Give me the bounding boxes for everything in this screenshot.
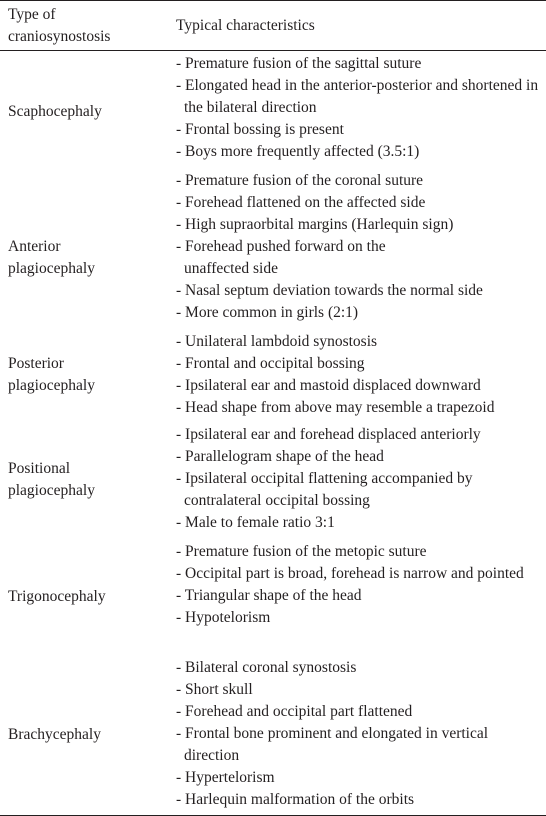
characteristic-item: - Premature fusion of the metopic suture — [176, 543, 427, 560]
characteristic-item: - Frontal and occipital bossing — [176, 355, 365, 372]
characteristic-item: - Male to female ratio 3:1 — [176, 514, 335, 531]
characteristic-item: - More common in girls (2:1) — [176, 304, 359, 321]
table-row-trigonocephaly — [0, 541, 546, 657]
characteristic-item: - Occipital part is broad, forehead is narrow and pointed — [176, 565, 524, 582]
characteristic-item: - High supraorbital margins (Harlequin sign) — [176, 216, 454, 233]
row-name-line: Positional — [8, 460, 71, 477]
characteristic-item: - Boys more frequently affected (3.5:1) — [176, 143, 420, 160]
characteristic-item: - Frontal bossing is present — [176, 121, 344, 138]
characteristic-item: - Hypertelorism — [176, 769, 275, 786]
characteristic-item: - Triangular shape of the head — [176, 587, 362, 604]
characteristic-item: - Forehead flattened on the affected side — [176, 194, 426, 211]
characteristic-item: - Head shape from above may resemble a trapezoid — [176, 399, 495, 416]
header-bottom-rule — [0, 50, 546, 51]
characteristic-item: - Forehead and occipital part flattened — [176, 703, 413, 720]
row-characteristics — [176, 170, 546, 324]
row-name — [8, 170, 173, 346]
table-row-positional-plagiocephaly — [0, 424, 546, 540]
characteristic-item: - Ipsilateral ear and forehead displaced anteriorly — [176, 426, 481, 443]
row-name-line: plagiocephaly — [8, 482, 95, 499]
row-name — [8, 541, 173, 653]
table-top-rule — [0, 0, 546, 1]
row-name-line: plagiocephaly — [8, 260, 95, 277]
row-name — [8, 424, 173, 536]
characteristic-item: - Frontal bone prominent and elongated in vertical direction — [176, 725, 489, 764]
table-row-posterior-plagiocephaly — [0, 331, 546, 423]
table-row-scaphocephaly — [0, 53, 546, 171]
row-name-line: plagiocephaly — [8, 377, 95, 394]
row-characteristics — [176, 657, 546, 811]
header-typical-characteristics: Typical characteristics — [176, 17, 315, 34]
row-characteristics — [176, 424, 546, 534]
table-row-anterior-plagiocephaly — [0, 170, 546, 346]
characteristic-item: - Premature fusion of the sagittal suture — [176, 55, 422, 72]
row-name-line: Brachycephaly — [8, 726, 101, 743]
row-name — [8, 657, 173, 813]
characteristic-item: - Elongated head in the anterior-posterior and shortened in the bilateral direction — [176, 77, 539, 116]
row-characteristics — [176, 53, 546, 163]
header-type-of-craniosynostosis — [8, 4, 168, 48]
characteristic-item: - Short skull — [176, 681, 253, 698]
row-name-line: Anterior — [8, 238, 61, 255]
header-col1-line1: Type of — [8, 6, 56, 23]
characteristic-item: - Ipsilateral occipital flattening accompanied by contralateral occipital bossing — [176, 470, 473, 509]
characteristic-item: - Nasal septum deviation towards the normal side — [176, 282, 483, 299]
characteristic-item: - Premature fusion of the coronal suture — [176, 172, 424, 189]
row-name — [8, 53, 173, 171]
characteristic-item: - Parallelogram shape of the head — [176, 448, 384, 465]
characteristic-item: - Bilateral coronal synostosis — [176, 659, 357, 676]
row-characteristics — [176, 331, 546, 419]
characteristic-item: - Unilateral lambdoid synostosis — [176, 333, 378, 350]
characteristic-item: - Hypotelorism — [176, 609, 271, 626]
table-row-brachycephaly — [0, 657, 546, 813]
characteristic-item: - Forehead pushed forward on the unaffected side — [176, 238, 386, 277]
row-name — [8, 331, 173, 419]
header-col1-line2: craniosynostosis — [8, 28, 111, 45]
characteristic-item: - Ipsilateral ear and mastoid displaced downward — [176, 377, 481, 394]
characteristic-item: - Harlequin malformation of the orbits — [176, 791, 415, 808]
row-characteristics — [176, 541, 546, 629]
row-name-line: Posterior — [8, 355, 64, 372]
row-name-line: Scaphocephaly — [8, 103, 102, 120]
row-name-line: Trigonocephaly — [8, 588, 106, 605]
